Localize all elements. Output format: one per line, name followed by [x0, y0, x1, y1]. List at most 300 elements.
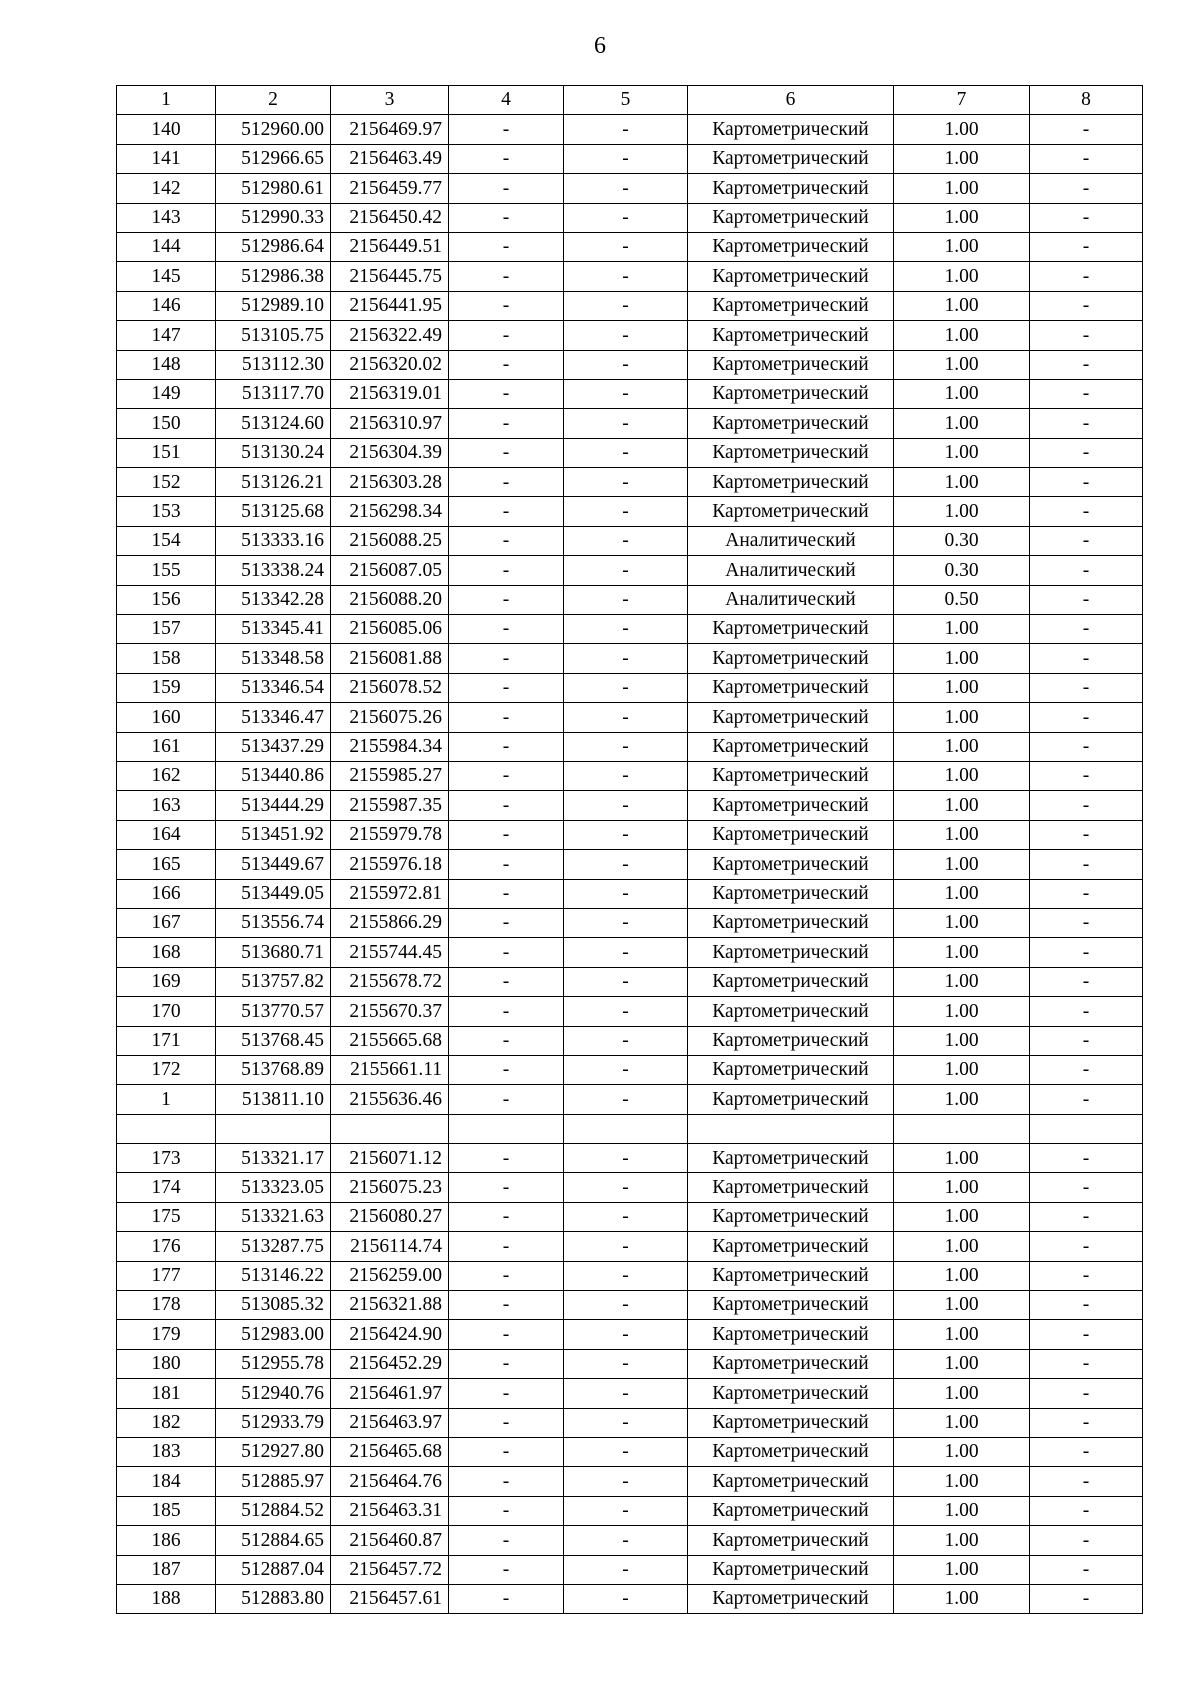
accuracy-cell: 1.00 [894, 1496, 1030, 1525]
column-5-cell: - [564, 644, 688, 673]
table-row [117, 350, 1143, 379]
y-coordinate-cell: 2156459.77 [331, 174, 449, 203]
point-number-cell: 183 [117, 1437, 216, 1466]
accuracy-cell: 1.00 [894, 1555, 1030, 1584]
y-coordinate-cell: 2155744.45 [331, 938, 449, 967]
column-5-cell: - [564, 262, 688, 291]
column-4-cell: - [449, 1349, 564, 1378]
column-5-cell: - [564, 732, 688, 761]
column-4-cell: - [449, 203, 564, 232]
point-number-cell [117, 1114, 216, 1143]
x-coordinate-cell: 513333.16 [216, 526, 331, 555]
table-row [117, 203, 1143, 232]
column-5-cell: - [564, 615, 688, 644]
y-coordinate-cell: 2155661.11 [331, 1055, 449, 1084]
table-row [117, 526, 1143, 555]
accuracy-cell: 1.00 [894, 291, 1030, 320]
column-8-cell: - [1030, 820, 1143, 849]
x-coordinate-cell: 513342.28 [216, 585, 331, 614]
column-8-cell: - [1030, 585, 1143, 614]
column-8-cell: - [1030, 115, 1143, 144]
table-row [117, 262, 1143, 291]
point-number-cell: 185 [117, 1496, 216, 1525]
table-row [117, 997, 1143, 1026]
y-coordinate-cell: 2156304.39 [331, 438, 449, 467]
method-cell: Картометрический [688, 350, 894, 379]
y-coordinate-cell: 2156071.12 [331, 1144, 449, 1173]
method-cell: Картометрический [688, 673, 894, 702]
point-number-cell: 155 [117, 556, 216, 585]
column-5-cell: - [564, 1349, 688, 1378]
column-4-cell: - [449, 997, 564, 1026]
column-8-cell: - [1030, 644, 1143, 673]
x-coordinate-cell: 512885.97 [216, 1467, 331, 1496]
column-5-cell: - [564, 938, 688, 967]
y-coordinate-cell: 2156457.61 [331, 1584, 449, 1613]
method-cell: Картометрический [688, 262, 894, 291]
column-4-cell: - [449, 1320, 564, 1349]
accuracy-cell: 1.00 [894, 1144, 1030, 1173]
x-coordinate-cell: 513348.58 [216, 644, 331, 673]
column-4-cell: - [449, 409, 564, 438]
table-row [117, 321, 1143, 350]
y-coordinate-cell: 2156088.25 [331, 526, 449, 555]
point-number-cell: 159 [117, 673, 216, 702]
x-coordinate-cell: 513556.74 [216, 908, 331, 937]
x-coordinate-cell [216, 1114, 331, 1143]
method-cell: Картометрический [688, 850, 894, 879]
x-coordinate-cell: 513321.63 [216, 1202, 331, 1231]
table-row [117, 379, 1143, 408]
column-5-cell: - [564, 350, 688, 379]
column-4-cell: - [449, 820, 564, 849]
point-number-cell: 178 [117, 1291, 216, 1320]
accuracy-cell: 1.00 [894, 1349, 1030, 1378]
point-number-cell: 169 [117, 967, 216, 996]
column-4-cell: - [449, 1437, 564, 1466]
x-coordinate-cell: 513105.75 [216, 321, 331, 350]
y-coordinate-cell: 2156469.97 [331, 115, 449, 144]
column-8-cell: - [1030, 321, 1143, 350]
column-5-cell: - [564, 585, 688, 614]
column-5-cell: - [564, 1173, 688, 1202]
column-4-cell: - [449, 879, 564, 908]
column-8-cell: - [1030, 1261, 1143, 1290]
method-cell: Аналитический [688, 556, 894, 585]
point-number-cell: 165 [117, 850, 216, 879]
column-4-cell: - [449, 644, 564, 673]
x-coordinate-cell: 512955.78 [216, 1349, 331, 1378]
column-8-cell: - [1030, 350, 1143, 379]
table-row [117, 1496, 1143, 1525]
method-cell: Картометрический [688, 1584, 894, 1613]
y-coordinate-cell: 2156464.76 [331, 1467, 449, 1496]
x-coordinate-cell: 512884.52 [216, 1496, 331, 1525]
method-cell: Картометрический [688, 1526, 894, 1555]
accuracy-cell: 1.00 [894, 497, 1030, 526]
x-coordinate-cell: 512960.00 [216, 115, 331, 144]
column-8-cell: - [1030, 1085, 1143, 1114]
column-8-cell: - [1030, 615, 1143, 644]
table-row [117, 409, 1143, 438]
y-coordinate-cell: 2155976.18 [331, 850, 449, 879]
x-coordinate-cell: 513757.82 [216, 967, 331, 996]
column-4-cell: - [449, 350, 564, 379]
column-4-cell: - [449, 1144, 564, 1173]
point-number-cell: 1 [117, 1085, 216, 1114]
column-5-cell: - [564, 1055, 688, 1084]
column-5-cell: - [564, 1555, 688, 1584]
table-row [117, 1437, 1143, 1466]
column-4-cell: - [449, 1496, 564, 1525]
x-coordinate-cell: 512927.80 [216, 1437, 331, 1466]
point-number-cell: 177 [117, 1261, 216, 1290]
column-5-cell: - [564, 526, 688, 555]
table-row [117, 1320, 1143, 1349]
method-cell: Картометрический [688, 1055, 894, 1084]
column-5-cell: - [564, 703, 688, 732]
y-coordinate-cell: 2155987.35 [331, 791, 449, 820]
accuracy-cell: 1.00 [894, 1026, 1030, 1055]
column-8-cell: - [1030, 1584, 1143, 1613]
x-coordinate-cell: 513124.60 [216, 409, 331, 438]
accuracy-cell: 1.00 [894, 321, 1030, 350]
point-number-cell: 166 [117, 879, 216, 908]
point-number-cell: 142 [117, 174, 216, 203]
x-coordinate-cell: 513440.86 [216, 761, 331, 790]
column-8-cell: - [1030, 1055, 1143, 1084]
accuracy-cell: 1.00 [894, 1085, 1030, 1114]
y-coordinate-cell: 2156463.97 [331, 1408, 449, 1437]
point-number-cell: 148 [117, 350, 216, 379]
column-4-cell: - [449, 732, 564, 761]
table-row [117, 938, 1143, 967]
y-coordinate-cell: 2156424.90 [331, 1320, 449, 1349]
column-5-cell [564, 1114, 688, 1143]
accuracy-cell: 1.00 [894, 1320, 1030, 1349]
y-coordinate-cell: 2155678.72 [331, 967, 449, 996]
method-cell: Аналитический [688, 585, 894, 614]
point-number-cell: 184 [117, 1467, 216, 1496]
x-coordinate-cell: 513449.05 [216, 879, 331, 908]
table-row [117, 291, 1143, 320]
column-8-cell: - [1030, 732, 1143, 761]
method-cell: Картометрический [688, 1026, 894, 1055]
table-row [117, 1114, 1143, 1143]
y-coordinate-cell: 2155979.78 [331, 820, 449, 849]
column-4-cell: - [449, 497, 564, 526]
point-number-cell: 182 [117, 1408, 216, 1437]
accuracy-cell: 1.00 [894, 1408, 1030, 1437]
column-header: 4 [449, 86, 564, 115]
column-5-cell: - [564, 1291, 688, 1320]
point-number-cell: 176 [117, 1232, 216, 1261]
column-4-cell: - [449, 1261, 564, 1290]
method-cell: Картометрический [688, 1232, 894, 1261]
method-cell: Картометрический [688, 1144, 894, 1173]
accuracy-cell: 0.30 [894, 556, 1030, 585]
table-row [117, 1261, 1143, 1290]
x-coordinate-cell: 513451.92 [216, 820, 331, 849]
point-number-cell: 156 [117, 585, 216, 614]
method-cell: Картометрический [688, 1467, 894, 1496]
column-5-cell: - [564, 1379, 688, 1408]
y-coordinate-cell: 2156321.88 [331, 1291, 449, 1320]
column-4-cell: - [449, 1055, 564, 1084]
column-8-cell: - [1030, 938, 1143, 967]
column-4-cell: - [449, 321, 564, 350]
y-coordinate-cell: 2156463.31 [331, 1496, 449, 1525]
column-4-cell: - [449, 967, 564, 996]
point-number-cell: 154 [117, 526, 216, 555]
column-5-cell: - [564, 556, 688, 585]
column-header: 3 [331, 86, 449, 115]
coordinates-table [116, 85, 1143, 1614]
column-8-cell: - [1030, 468, 1143, 497]
column-5-cell: - [564, 203, 688, 232]
x-coordinate-cell: 512986.64 [216, 232, 331, 261]
accuracy-cell: 1.00 [894, 1173, 1030, 1202]
column-4-cell: - [449, 379, 564, 408]
column-5-cell: - [564, 1085, 688, 1114]
y-coordinate-cell: 2156075.26 [331, 703, 449, 732]
column-4-cell: - [449, 1202, 564, 1231]
column-5-cell: - [564, 850, 688, 879]
y-coordinate-cell: 2156085.06 [331, 615, 449, 644]
table-row [117, 585, 1143, 614]
column-8-cell: - [1030, 1408, 1143, 1437]
column-8-cell: - [1030, 1173, 1143, 1202]
point-number-cell: 171 [117, 1026, 216, 1055]
y-coordinate-cell: 2156081.88 [331, 644, 449, 673]
table-row [117, 703, 1143, 732]
point-number-cell: 152 [117, 468, 216, 497]
column-5-cell: - [564, 1232, 688, 1261]
accuracy-cell: 0.30 [894, 526, 1030, 555]
x-coordinate-cell: 513680.71 [216, 938, 331, 967]
method-cell: Картометрический [688, 1261, 894, 1290]
point-number-cell: 157 [117, 615, 216, 644]
method-cell: Картометрический [688, 115, 894, 144]
method-cell: Картометрический [688, 291, 894, 320]
column-4-cell: - [449, 938, 564, 967]
accuracy-cell: 1.00 [894, 350, 1030, 379]
y-coordinate-cell: 2156320.02 [331, 350, 449, 379]
y-coordinate-cell: 2156465.68 [331, 1437, 449, 1466]
column-8-cell: - [1030, 232, 1143, 261]
point-number-cell: 151 [117, 438, 216, 467]
accuracy-cell: 1.00 [894, 115, 1030, 144]
x-coordinate-cell: 512983.00 [216, 1320, 331, 1349]
method-cell [688, 1114, 894, 1143]
table-row [117, 556, 1143, 585]
column-8-cell: - [1030, 144, 1143, 173]
point-number-cell: 180 [117, 1349, 216, 1378]
column-header: 2 [216, 86, 331, 115]
column-5-cell: - [564, 232, 688, 261]
method-cell: Картометрический [688, 1291, 894, 1320]
accuracy-cell: 1.00 [894, 1291, 1030, 1320]
point-number-cell: 161 [117, 732, 216, 761]
accuracy-cell: 1.00 [894, 967, 1030, 996]
column-4-cell: - [449, 526, 564, 555]
table-row [117, 438, 1143, 467]
column-4-cell: - [449, 438, 564, 467]
column-5-cell: - [564, 908, 688, 937]
method-cell: Картометрический [688, 703, 894, 732]
accuracy-cell: 1.00 [894, 1437, 1030, 1466]
point-number-cell: 186 [117, 1526, 216, 1555]
x-coordinate-cell: 513112.30 [216, 350, 331, 379]
accuracy-cell: 1.00 [894, 997, 1030, 1026]
y-coordinate-cell: 2155984.34 [331, 732, 449, 761]
y-coordinate-cell: 2156457.72 [331, 1555, 449, 1584]
accuracy-cell: 1.00 [894, 1584, 1030, 1613]
point-number-cell: 145 [117, 262, 216, 291]
accuracy-cell: 1.00 [894, 732, 1030, 761]
accuracy-cell: 1.00 [894, 438, 1030, 467]
column-4-cell: - [449, 850, 564, 879]
method-cell: Картометрический [688, 1202, 894, 1231]
method-cell: Картометрический [688, 379, 894, 408]
y-coordinate-cell [331, 1114, 449, 1143]
method-cell: Картометрический [688, 761, 894, 790]
table-row [117, 879, 1143, 908]
x-coordinate-cell: 512884.65 [216, 1526, 331, 1555]
table-row [117, 497, 1143, 526]
point-number-cell: 175 [117, 1202, 216, 1231]
point-number-cell: 173 [117, 1144, 216, 1173]
method-cell: Картометрический [688, 791, 894, 820]
column-8-cell: - [1030, 1526, 1143, 1555]
y-coordinate-cell: 2156298.34 [331, 497, 449, 526]
column-8-cell: - [1030, 908, 1143, 937]
x-coordinate-cell: 513085.32 [216, 1291, 331, 1320]
x-coordinate-cell: 512887.04 [216, 1555, 331, 1584]
accuracy-cell: 1.00 [894, 1379, 1030, 1408]
method-cell: Картометрический [688, 1349, 894, 1378]
accuracy-cell: 1.00 [894, 262, 1030, 291]
x-coordinate-cell: 513444.29 [216, 791, 331, 820]
x-coordinate-cell: 513449.67 [216, 850, 331, 879]
accuracy-cell: 1.00 [894, 791, 1030, 820]
table-row [117, 820, 1143, 849]
column-8-cell: - [1030, 174, 1143, 203]
table-row [117, 1144, 1143, 1173]
column-8-cell: - [1030, 203, 1143, 232]
column-4-cell: - [449, 115, 564, 144]
x-coordinate-cell: 513321.17 [216, 1144, 331, 1173]
x-coordinate-cell: 513146.22 [216, 1261, 331, 1290]
column-5-cell: - [564, 1026, 688, 1055]
method-cell: Картометрический [688, 938, 894, 967]
table-row [117, 967, 1143, 996]
y-coordinate-cell: 2156441.95 [331, 291, 449, 320]
column-5-cell: - [564, 409, 688, 438]
column-4-cell: - [449, 1173, 564, 1202]
column-header: 1 [117, 86, 216, 115]
column-8-cell: - [1030, 1467, 1143, 1496]
column-5-cell: - [564, 1496, 688, 1525]
y-coordinate-cell: 2156087.05 [331, 556, 449, 585]
point-number-cell: 179 [117, 1320, 216, 1349]
method-cell: Картометрический [688, 1173, 894, 1202]
accuracy-cell: 1.00 [894, 144, 1030, 173]
y-coordinate-cell: 2156080.27 [331, 1202, 449, 1231]
column-4-cell: - [449, 468, 564, 497]
column-8-cell: - [1030, 879, 1143, 908]
column-4-cell: - [449, 291, 564, 320]
point-number-cell: 140 [117, 115, 216, 144]
page-number: 6 [594, 33, 606, 59]
column-5-cell: - [564, 1202, 688, 1231]
column-5-cell: - [564, 1584, 688, 1613]
point-number-cell: 153 [117, 497, 216, 526]
table-row [117, 144, 1143, 173]
x-coordinate-cell: 513346.47 [216, 703, 331, 732]
method-cell: Картометрический [688, 644, 894, 673]
x-coordinate-cell: 513338.24 [216, 556, 331, 585]
x-coordinate-cell: 512980.61 [216, 174, 331, 203]
column-4-cell: - [449, 1584, 564, 1613]
column-4-cell: - [449, 1379, 564, 1408]
point-number-cell: 141 [117, 144, 216, 173]
y-coordinate-cell: 2156445.75 [331, 262, 449, 291]
column-8-cell: - [1030, 291, 1143, 320]
column-5-cell: - [564, 468, 688, 497]
method-cell: Картометрический [688, 820, 894, 849]
accuracy-cell: 1.00 [894, 908, 1030, 937]
column-5-cell: - [564, 879, 688, 908]
y-coordinate-cell: 2155636.46 [331, 1085, 449, 1114]
column-header: 8 [1030, 86, 1143, 115]
table-row [117, 1055, 1143, 1084]
column-4-cell: - [449, 673, 564, 702]
method-cell: Картометрический [688, 468, 894, 497]
accuracy-cell: 1.00 [894, 1467, 1030, 1496]
method-cell: Картометрический [688, 144, 894, 173]
column-5-cell: - [564, 291, 688, 320]
accuracy-cell: 1.00 [894, 1526, 1030, 1555]
table-row [117, 644, 1143, 673]
point-number-cell: 167 [117, 908, 216, 937]
column-8-cell: - [1030, 1202, 1143, 1231]
point-number-cell: 188 [117, 1584, 216, 1613]
point-number-cell: 172 [117, 1055, 216, 1084]
y-coordinate-cell: 2156452.29 [331, 1349, 449, 1378]
x-coordinate-cell: 513126.21 [216, 468, 331, 497]
column-8-cell: - [1030, 1379, 1143, 1408]
x-coordinate-cell: 513345.41 [216, 615, 331, 644]
table-row [117, 673, 1143, 702]
accuracy-cell: 1.00 [894, 1055, 1030, 1084]
point-number-cell: 147 [117, 321, 216, 350]
table-row [117, 1379, 1143, 1408]
y-coordinate-cell: 2156078.52 [331, 673, 449, 702]
x-coordinate-cell: 513117.70 [216, 379, 331, 408]
column-5-cell: - [564, 1320, 688, 1349]
column-8-cell: - [1030, 556, 1143, 585]
table-row [117, 908, 1143, 937]
column-5-cell: - [564, 1526, 688, 1555]
method-cell: Картометрический [688, 615, 894, 644]
table-row [117, 1584, 1143, 1613]
column-5-cell: - [564, 144, 688, 173]
column-4-cell: - [449, 144, 564, 173]
column-8-cell: - [1030, 1437, 1143, 1466]
table-row [117, 1467, 1143, 1496]
column-4-cell: - [449, 703, 564, 732]
